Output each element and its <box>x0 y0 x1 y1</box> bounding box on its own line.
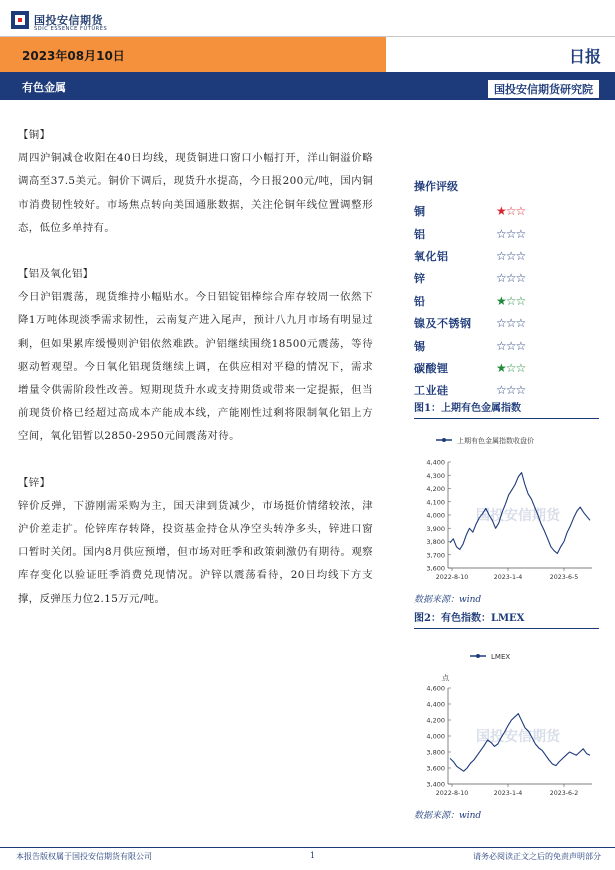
rating-stars <box>496 294 525 308</box>
rating-metal: 锌 <box>414 272 426 286</box>
empty-star-icon: ☆ <box>515 204 526 219</box>
empty-star-icon: ☆ <box>496 338 506 353</box>
legend-marker <box>476 654 480 658</box>
rating-row <box>414 222 599 244</box>
zinc-heading: 【锌】 <box>18 476 51 489</box>
empty-star-icon: ☆ <box>505 226 516 241</box>
y-tick-label: 4,400 <box>426 700 445 709</box>
y-tick-label: 4,000 <box>426 511 445 520</box>
empty-star-icon: ☆ <box>515 338 526 353</box>
x-tick-label: 2023-1-4 <box>493 574 523 581</box>
filled-star-icon: ★ <box>496 293 506 308</box>
rating-stars <box>496 227 525 241</box>
zinc-commentary: 锌价反弹，下游刚需采购为主，国天津到货减少，市场挺价情绪较浓，津沪价差走扩。伦锌库存转降，投资基金持仓从净空头转净多头，锌进口窗口暂时关闭。国内8月供应预增，但市场对旺季和政策刺激仍有期待。观察库存变化以验证旺季消费兑现情况。沪锌以震荡看待，20日均线下方支撑，反弹压力位2.15万元/吨。 <box>18 499 373 605</box>
rating-stars <box>496 361 525 375</box>
footer-copyright: 本报告版权属于国投安信期货有限公司 <box>16 852 152 861</box>
empty-star-icon: ☆ <box>496 383 506 398</box>
rating-row <box>414 290 599 312</box>
x-tick-label: 2022-8-10 <box>435 790 469 797</box>
empty-star-icon: ☆ <box>496 248 506 263</box>
report-type-label: 日报 <box>568 47 601 66</box>
empty-star-icon: ☆ <box>515 293 526 308</box>
logo-mark-icon <box>10 10 30 30</box>
institute-name: 国投安信期货研究院 <box>488 80 599 98</box>
empty-star-icon: ☆ <box>496 271 506 286</box>
empty-star-icon: ☆ <box>505 293 516 308</box>
figure1-source: 数据来源：wind <box>414 595 482 605</box>
copper-heading: 【铜】 <box>18 129 51 141</box>
copper-commentary: 周四沪铜减仓收阳在40日均线，现货铜进口窗口小幅打开，洋山铜溢价略调高至37.5美元。铜价下调后，现货升水提高，今日报200元/吨，国内铜市消费韧性较好。市场焦点转向美国通胀数据，关注伦铜年线位置调整形态，低位多单持有。 <box>18 152 373 234</box>
rating-stars <box>496 316 525 330</box>
y-tick-label: 3,400 <box>426 780 445 789</box>
y-tick-label: 3,800 <box>426 748 445 757</box>
commentary-column <box>18 124 373 611</box>
y-tick-label: 4,100 <box>426 498 445 507</box>
empty-star-icon: ☆ <box>515 271 526 286</box>
rating-stars <box>496 204 525 218</box>
chart-watermark: 国投安信期货 <box>476 729 560 745</box>
rating-row <box>414 334 599 356</box>
empty-star-icon: ☆ <box>505 338 516 353</box>
empty-star-icon: ☆ <box>505 204 516 219</box>
filled-star-icon: ★ <box>496 204 506 219</box>
rating-metal: 工业硅 <box>414 384 449 398</box>
rating-panel <box>414 178 599 402</box>
filled-star-icon: ★ <box>496 360 506 375</box>
footer-divider <box>0 847 615 848</box>
aluminum-heading: 【铝及氧化铝】 <box>18 268 94 281</box>
y-tick-label: 3,700 <box>426 551 445 560</box>
section-title: 有色金属 <box>22 81 66 94</box>
empty-star-icon: ☆ <box>515 383 526 398</box>
rating-stars <box>496 339 525 353</box>
spacer <box>18 449 373 472</box>
figure1-title: 图1：上期有色金属指数 <box>414 400 599 419</box>
rating-row <box>414 200 599 222</box>
empty-star-icon: ☆ <box>496 316 506 331</box>
empty-star-icon: ☆ <box>505 383 516 398</box>
empty-star-icon: ☆ <box>505 316 516 331</box>
figure2-title: 图2：有色指数：LMEX <box>414 610 599 629</box>
rating-list <box>414 200 599 402</box>
x-tick-label: 2023-6-5 <box>549 574 579 581</box>
empty-star-icon: ☆ <box>515 316 526 331</box>
rating-metal: 锡 <box>414 339 426 353</box>
spacer <box>18 240 373 263</box>
rating-title: 操作评级 <box>414 180 458 193</box>
logo-text-cn: 国投安信期货 <box>34 14 103 27</box>
empty-star-icon: ☆ <box>515 360 526 375</box>
y-tick-label: 3,800 <box>426 538 445 546</box>
rating-stars <box>496 383 525 397</box>
chart-watermark: 国投安信期货 <box>476 508 560 524</box>
y-tick-label: 4,200 <box>426 485 445 493</box>
y-tick-label: 4,600 <box>426 684 445 693</box>
legend-label: 上期有色金属指数收盘价 <box>457 437 534 445</box>
rating-metal: 镍及不锈钢 <box>414 317 472 331</box>
rating-row <box>414 357 599 379</box>
empty-star-icon: ☆ <box>515 248 526 263</box>
rating-row <box>414 267 599 289</box>
rating-row <box>414 245 599 267</box>
logo-text-en: SDIC ESSENCE FUTURES <box>34 26 108 32</box>
rating-metal: 铝 <box>414 227 426 241</box>
rating-metal: 铜 <box>414 205 426 219</box>
rating-row <box>414 379 599 401</box>
y-unit-label: 点 <box>442 674 449 682</box>
empty-star-icon: ☆ <box>496 226 506 241</box>
figure2-chart <box>414 640 599 800</box>
x-tick-label: 2023-6-2 <box>549 790 579 797</box>
empty-star-icon: ☆ <box>505 248 516 263</box>
empty-star-icon: ☆ <box>505 360 516 375</box>
aluminum-commentary: 今日沪铝震荡，现货维持小幅贴水。今日铝锭铝棒综合库存较周一依然下降1万吨体现淡季需求韧性，云南复产进入尾声，预计八九月市场有明显过剩，但如果累库缓慢则沪铝依然难跌。沪铝继续围绕18500元震荡，等待驱动暂观望。今日氧化铝现货继续上调，在供应相对平稳的情况下，需求增量令供需阶段性改善。短期现货升水或支持期货或带来一定提振，但当前现货价格已经超过高成本产能成本线，产能刚性过剩将限制氧化铝上方空间，氧化铝暂以2850-2950元间震荡对待。 <box>18 291 373 443</box>
rating-stars <box>496 271 525 285</box>
y-tick-label: 3,900 <box>426 524 445 533</box>
rating-metal: 氧化铝 <box>414 249 449 263</box>
x-tick-label: 2022-8-10 <box>435 574 469 581</box>
x-tick-label: 2023-1-4 <box>493 790 523 797</box>
figure1-chart <box>414 424 599 584</box>
rating-stars <box>496 249 525 263</box>
y-tick-label: 4,300 <box>426 471 445 480</box>
y-tick-label: 4,200 <box>426 716 445 725</box>
page-number: 1 <box>310 851 316 860</box>
legend-label: LMEX <box>491 653 511 661</box>
rating-metal: 铅 <box>414 294 426 308</box>
figure2-source: 数据来源：wind <box>414 811 482 821</box>
footer-disclaimer: 请务必阅读正文之后的免责声明部分 <box>473 852 601 861</box>
y-tick-label: 3,600 <box>426 564 445 573</box>
empty-star-icon: ☆ <box>515 226 526 241</box>
empty-star-icon: ☆ <box>505 271 516 286</box>
company-logo <box>10 6 160 40</box>
legend-marker <box>442 438 446 442</box>
y-tick-label: 3,600 <box>426 764 445 773</box>
y-tick-label: 4,000 <box>426 732 445 741</box>
y-tick-label: 4,400 <box>426 458 445 467</box>
rating-metal: 碳酸锂 <box>414 361 449 375</box>
report-date: 2023年08月10日 <box>22 49 125 63</box>
rating-row <box>414 312 599 334</box>
